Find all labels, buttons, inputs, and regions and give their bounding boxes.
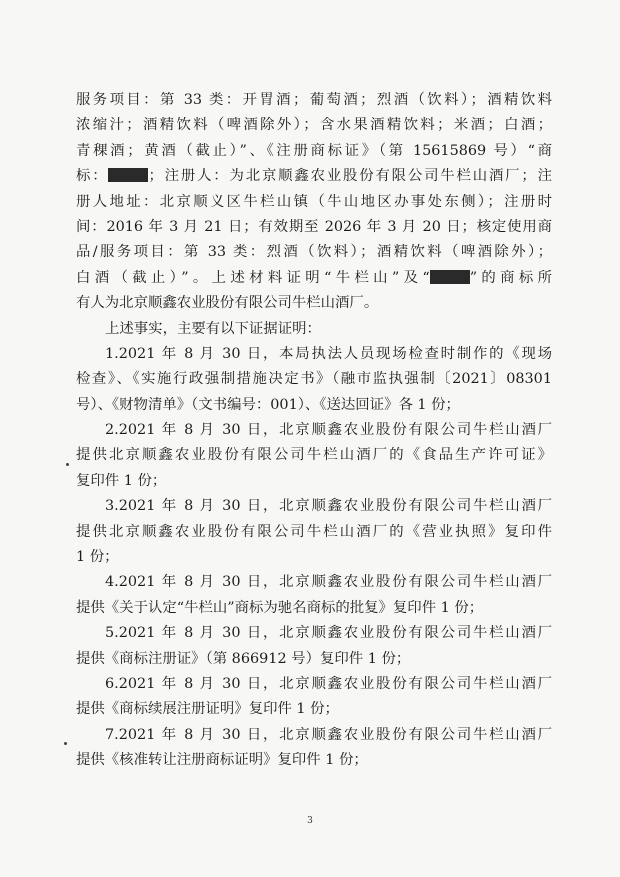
evidence-item — [76, 723, 552, 774]
text-line: 1 份； — [76, 549, 119, 566]
text-line: 提供《商标注册证》（第 866912 号）复印件 1 份； — [76, 650, 411, 667]
text-line: 号）、《财物清单》（文书编号：001）、《送达回证》各 1 份； — [76, 396, 460, 413]
text-fragment: ；注册人：为北京顺鑫农业股份有限公司牛栏山酒厂；注 — [148, 168, 552, 185]
scan-speck — [64, 742, 67, 745]
text-line: 2.2021 年 8 月 30 日，北京顺鑫农业股份有限公司牛栏山酒厂 — [105, 422, 552, 439]
text-line: 服务项目：第 33 类：开胃酒；葡萄酒；烈酒（饮料）；酒精饮料 — [76, 92, 552, 108]
text-line: 册人地址：北京顺义区牛栏山镇（牛山地区办事处东侧）；注册时 — [76, 193, 552, 210]
text-line: 5.2021 年 8 月 30 日，北京顺鑫农业股份有限公司牛栏山酒厂 — [105, 625, 552, 642]
evidence-intro: 上述事实，主要有以下证据证明： — [105, 320, 321, 337]
scan-speck — [66, 463, 69, 466]
text-line: 浓缩汁；酒精饮料（啤酒除外）；含水果酒精饮料；米酒；白酒； — [76, 117, 552, 134]
evidence-item — [76, 342, 552, 418]
text-line: 有人为北京顺鑫农业股份有限公司牛栏山酒厂。 — [76, 295, 379, 312]
text-line: 7.2021 年 8 月 30 日，北京顺鑫农业股份有限公司牛栏山酒厂 — [105, 726, 552, 743]
evidence-item — [76, 418, 552, 494]
evidence-item — [76, 570, 552, 621]
text-fragment: ”的商标所 — [469, 269, 552, 286]
text-line: 4.2021 年 8 月 30 日，北京顺鑫农业股份有限公司牛栏山酒厂 — [105, 574, 552, 591]
text-line: 提供北京顺鑫农业股份有限公司牛栏山酒厂的《营业执照》复印件 — [76, 523, 552, 540]
text-line: 提供《商标续展注册证明》复印件 1 份； — [76, 701, 339, 718]
evidence-item — [76, 494, 552, 570]
text-line: 间：2016 年 3 月 21 日；有效期至 2026 年 3 月 20 日；核定使用商 — [76, 218, 552, 235]
text-line: 3.2021 年 8 月 30 日，北京顺鑫农业股份有限公司牛栏山酒厂 — [105, 498, 552, 515]
document-body — [76, 88, 552, 774]
page-number: 3 — [307, 816, 313, 826]
text-fragment: 标： — [76, 168, 109, 185]
text-line-with-redaction — [76, 164, 552, 189]
text-line: 复印件 1 份； — [76, 472, 167, 489]
text-line: 品/服务项目：第 33 类：烈酒（饮料）；酒精饮料（啤酒除外）； — [76, 244, 552, 261]
evidence-item — [76, 672, 552, 723]
text-line: 提供《核准转让注册商标证明》复印件 1 份； — [76, 752, 368, 769]
evidence-item — [76, 621, 552, 672]
text-fragment: 白酒（截止）”。上述材料证明“牛栏山”及“ — [76, 269, 430, 286]
text-line: 1.2021 年 8 月 30 日，本局执法人员现场检查时制作的《现场 — [105, 345, 552, 362]
redacted-trademark-image — [430, 270, 470, 284]
redacted-trademark-image — [108, 168, 148, 182]
text-line: 青稞酒；黄酒（截止）”、《注册商标证》（第 15615869 号）“商 — [76, 142, 552, 159]
text-line: 检查》、《实施行政强制措施决定书》（融市监执强制〔2021〕08301 — [76, 371, 552, 388]
text-line-with-redaction — [76, 266, 552, 291]
text-line: 提供北京顺鑫农业股份有限公司牛栏山酒厂的《食品生产许可证》 — [76, 447, 552, 464]
text-line: 6.2021 年 8 月 30 日，北京顺鑫农业股份有限公司牛栏山酒厂 — [105, 675, 552, 692]
text-line: 提供《关于认定“牛栏山”商标为驰名商标的批复》复印件 1 份； — [76, 599, 484, 616]
